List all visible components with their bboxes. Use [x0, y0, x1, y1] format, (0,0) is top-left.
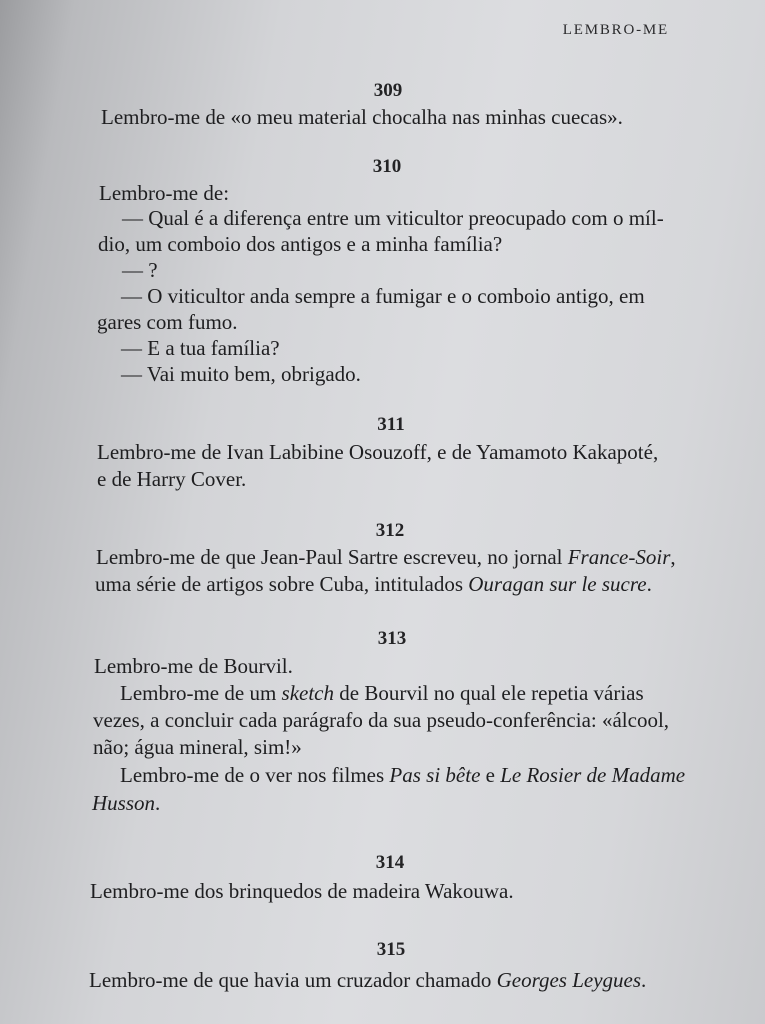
entry-number-313: 313: [377, 628, 407, 649]
entry-312-text-d: .: [646, 572, 652, 596]
entry-number-314: 314: [375, 852, 405, 873]
entry-315-text-a: Lembro-me de que havia um cruzador chamado: [89, 968, 497, 992]
entry-312-text-a: Lembro-me de que Jean-Paul Sartre escreveu, no jornal: [96, 545, 568, 569]
entry-313-text-b: de Bourvil no qual ele repetia várias: [334, 681, 644, 705]
entry-313-line-4: não; água mineral, sim!»: [93, 735, 302, 759]
entry-310-line-3: dio, um comboio dos antigos e a minha família?: [98, 232, 503, 256]
entry-313-line-5: [120, 763, 685, 788]
entry-310-line-5: — O viticultor anda sempre a fumigar e o comboio antigo, em: [121, 284, 645, 308]
entry-313-text-a: Lembro-me de um: [120, 681, 282, 705]
entry-313-text-e: .: [155, 791, 161, 815]
entry-312-line-1: [96, 545, 676, 570]
entry-313-line-3: vezes, a concluir cada parágrafo da sua pseudo-conferência: «álcool,: [93, 708, 670, 732]
entry-313-line-6: [92, 791, 160, 816]
entry-313-film-husson: Husson: [92, 791, 156, 815]
entry-313-line-2: [120, 681, 644, 706]
entry-number-315: 315: [376, 939, 406, 960]
entry-315-text-b: .: [641, 968, 647, 992]
entry-313-text-c: Lembro-me de o ver nos filmes: [120, 763, 390, 787]
entry-314-line-1: Lembro-me dos brinquedos de madeira Wakouwa.: [90, 879, 514, 903]
entry-313-line-1: Lembro-me de Bourvil.: [94, 654, 293, 678]
entry-310-line-2: — Qual é a diferença entre um viticultor preocupado com o míl-: [122, 206, 664, 230]
entry-312-title-ouragan: Ouragan sur le sucre: [468, 572, 647, 596]
entry-313-film-le-rosier: Le Rosier de Madame: [500, 763, 686, 787]
entry-312-line-2: [95, 572, 652, 597]
entry-312-title-france-soir: France-Soir: [567, 545, 671, 569]
running-head: LEMBRO-ME: [562, 22, 669, 38]
entry-312-text-b: ,: [670, 545, 676, 569]
entry-311-line-2: e de Harry Cover.: [97, 467, 247, 491]
entry-310-line-4: — ?: [122, 258, 158, 282]
entry-313-word-sketch: sketch: [281, 681, 335, 705]
entry-number-311: 311: [377, 414, 405, 435]
entry-315-line-1: [89, 968, 646, 993]
entry-310-line-7: — E a tua família?: [121, 336, 280, 360]
entry-313-film-pas-si-bete: Pas si bête: [389, 763, 481, 787]
entry-number-312: 312: [375, 520, 405, 541]
entry-310-line-1: Lembro-me de:: [99, 181, 230, 205]
entry-312-text-c: uma série de artigos sobre Cuba, intitulados: [95, 572, 469, 596]
entry-313-text-d: e: [480, 763, 501, 787]
entry-number-310: 310: [372, 156, 402, 177]
entry-309-line-1: Lembro-me de «o meu material chocalha nas minhas cuecas».: [101, 105, 623, 129]
entry-number-309: 309: [373, 80, 403, 101]
entry-315-title-georges-leygues: Georges Leygues: [496, 968, 642, 992]
entry-310-line-8: — Vai muito bem, obrigado.: [121, 362, 361, 386]
entry-310-line-6: gares com fumo.: [97, 310, 238, 334]
entry-311-line-1: Lembro-me de Ivan Labibine Osouzoff, e de Yamamoto Kakapoté,: [97, 440, 659, 464]
